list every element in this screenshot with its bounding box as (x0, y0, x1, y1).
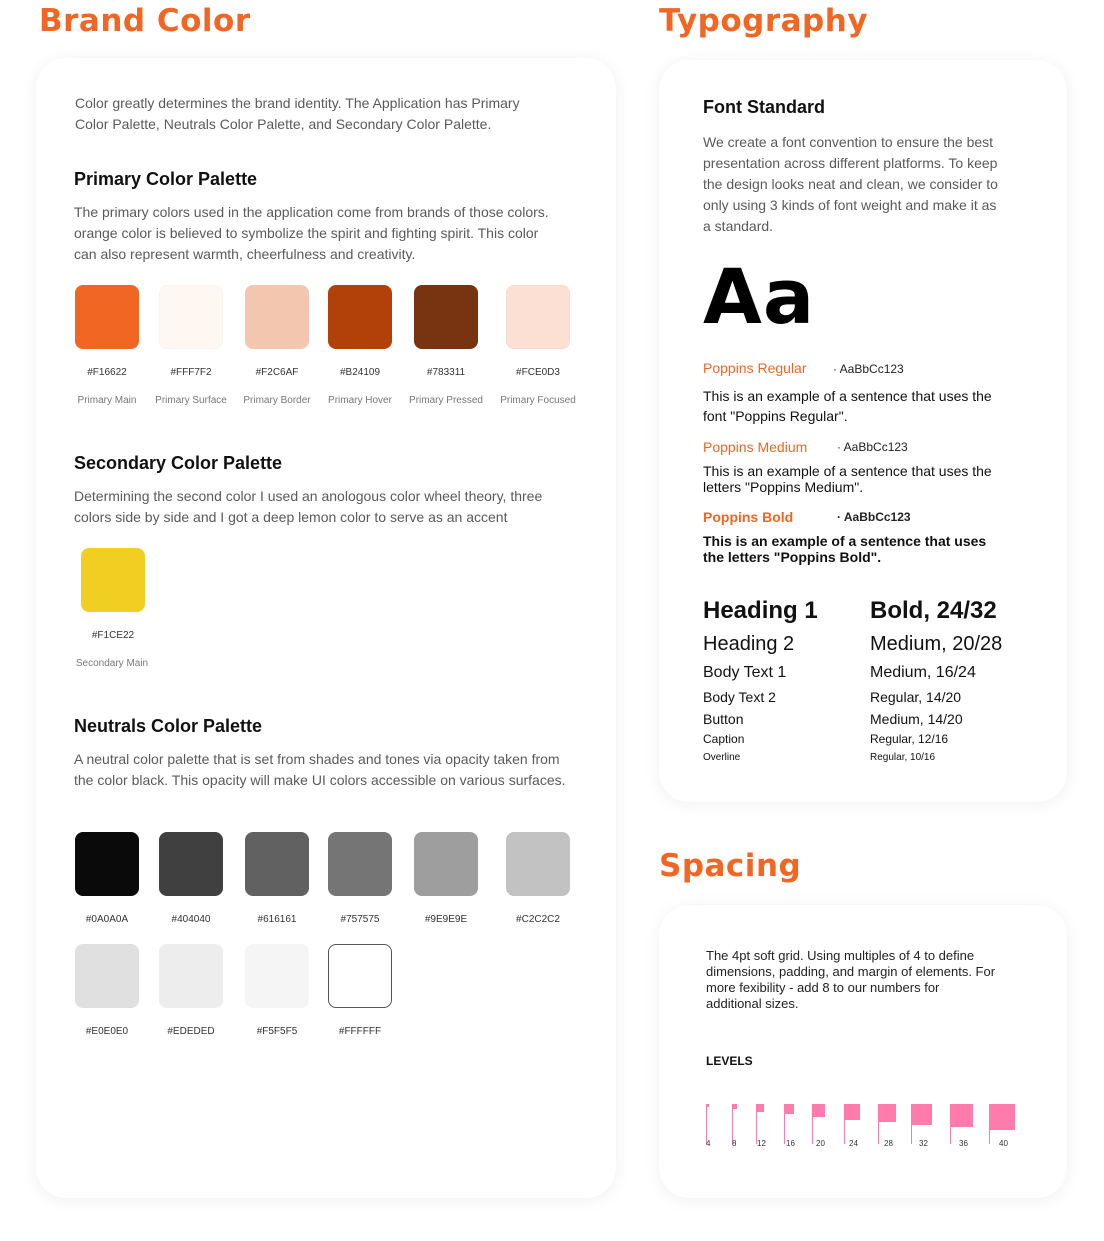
swatch-hex: #757575 (340, 914, 380, 925)
font-specimen: Aa (703, 252, 816, 341)
spacing-level-box (844, 1104, 860, 1120)
scale-button-spec: Medium, 14/20 (870, 711, 963, 727)
scale-body-2-label: Body Text 2 (703, 689, 776, 705)
color-swatch (414, 832, 478, 896)
color-swatch (245, 944, 309, 1008)
spacing-level-label: 40 (999, 1139, 1008, 1148)
scale-overline-label: Overline (703, 752, 741, 763)
spacing-level-box (911, 1104, 932, 1125)
spacing-level-label: 24 (849, 1139, 858, 1148)
font-regular-sentence: This is an example of a sentence that uses the font "Poppins Regular". (703, 388, 992, 424)
color-swatch (75, 944, 139, 1008)
font-medium-sentence: This is an example of a sentence that uses the letters "Poppins Medium". (703, 463, 992, 495)
swatch-hex: #0A0A0A (85, 914, 129, 925)
font-medium-name: Poppins Medium (703, 439, 808, 455)
color-swatch (414, 285, 478, 349)
spacing-level-line (706, 1104, 707, 1144)
spacing-level-label: 36 (959, 1139, 968, 1148)
swatch-hex: #FFF7F2 (170, 367, 212, 378)
color-swatch (81, 548, 145, 612)
spacing-level-label: 20 (816, 1139, 825, 1148)
font-regular-sample: · AaBbCc123 (833, 362, 904, 376)
swatch-hex: #EDEDED (167, 1026, 215, 1037)
typography-title: Typography (659, 3, 869, 39)
spacing-level-label: 8 (732, 1139, 737, 1148)
swatch-hex: #B24109 (339, 367, 381, 378)
swatch-hex: #C2C2C2 (516, 914, 560, 925)
primary-palette-desc: The primary colors used in the application come from brands of those colors. orange color is believed to symbolize the spirit and fighting spirit. This color can also represent warmth, cheerfulness and creativity. (74, 204, 549, 262)
brand-color-title: Brand Color (39, 3, 251, 39)
swatch-hex: #FCE0D3 (516, 367, 560, 378)
primary-palette-heading: Primary Color Palette (74, 169, 258, 189)
typography-card (659, 60, 1067, 802)
spacing-title: Spacing (659, 848, 802, 884)
spacing-level-box (812, 1104, 825, 1117)
swatch-hex: #783311 (426, 367, 466, 378)
color-swatch (506, 285, 570, 349)
spacing-level-box (878, 1104, 896, 1122)
swatch-hex: #F5F5F5 (256, 1026, 298, 1037)
spacing-level-box (784, 1104, 794, 1114)
color-swatch (159, 285, 223, 349)
spacing-level-box (989, 1104, 1015, 1130)
swatch-name: Primary Hover (328, 395, 392, 406)
secondary-palette-desc: Determining the second color I used an anologous color wheel theory, three colors side by side and I got a deep lemon color to serve as an accent (74, 488, 543, 525)
spacing-level-line (732, 1104, 733, 1144)
font-regular-name: Poppins Regular (703, 360, 807, 376)
spacing-level-label: 28 (884, 1139, 893, 1148)
color-swatch (159, 832, 223, 896)
font-medium-sample: · AaBbCc123 (837, 440, 908, 454)
swatch-hex: #404040 (171, 914, 211, 925)
swatch-hex: #9E9E9E (424, 914, 468, 925)
swatch-name: Primary Main (77, 395, 137, 406)
color-swatch (328, 944, 392, 1008)
scale-heading-1-label: Heading 1 (703, 597, 818, 624)
spacing-level-label: 32 (919, 1139, 928, 1148)
font-standard-heading: Font Standard (703, 97, 825, 117)
spacing-level-box (732, 1104, 737, 1109)
spacing-level-label: 12 (757, 1139, 766, 1148)
color-swatch (328, 285, 392, 349)
scale-caption-spec: Regular, 12/16 (870, 732, 949, 746)
spacing-level-box (706, 1104, 709, 1107)
swatch-hex: #616161 (257, 914, 297, 925)
swatch-name: Secondary Main (75, 658, 149, 669)
color-swatch (506, 832, 570, 896)
scale-overline-spec: Regular, 10/16 (870, 752, 936, 763)
swatch-hex: #F1CE22 (91, 630, 135, 641)
color-swatch (245, 832, 309, 896)
spacing-level-label: 4 (706, 1139, 711, 1148)
swatch-name: Primary Surface (155, 395, 227, 406)
swatch-name: Primary Focused (500, 395, 576, 406)
scale-body-2-spec: Regular, 14/20 (870, 689, 962, 705)
brand-color-card (36, 58, 616, 1198)
swatch-hex: #F2C6AF (255, 367, 299, 378)
color-swatch (245, 285, 309, 349)
font-bold-sample: · AaBbCc123 (837, 510, 911, 524)
swatch-name: Primary Pressed (409, 395, 483, 406)
color-swatch (159, 944, 223, 1008)
spacing-level-box (950, 1104, 973, 1127)
swatch-hex: #F16622 (87, 367, 127, 378)
scale-caption-label: Caption (703, 732, 745, 746)
swatch-name: Primary Border (243, 395, 311, 406)
swatch-hex: #E0E0E0 (85, 1026, 129, 1037)
secondary-palette-heading: Secondary Color Palette (74, 453, 283, 473)
neutrals-palette-desc: A neutral color palette that is set from shades and tones via opacity taken from the color black. This opacity will make UI colors accessible on various surfaces. (74, 751, 566, 788)
spacing-level-label: 16 (786, 1139, 795, 1148)
scale-heading-2-label: Heading 2 (703, 633, 795, 655)
font-standard-desc: We create a font convention to ensure the best presentation across different platforms. To keep the design looks neat and clean, we consider to only using 3 kinds of font weight and make it as a standard. (703, 134, 998, 234)
spacing-desc: The 4pt soft grid. Using multiples of 4 to define dimensions, padding, and margin of elements. For more fexibility - add 8 to our numbers for additional sizes. (706, 948, 996, 1011)
font-bold-sentence: This is an example of a sentence that uses the letters "Poppins Bold". (703, 533, 987, 565)
font-bold-name: Poppins Bold (703, 509, 794, 525)
neutrals-palette-heading: Neutrals Color Palette (74, 716, 263, 736)
color-swatch (328, 832, 392, 896)
scale-heading-1-spec: Bold, 24/32 (870, 597, 997, 624)
scale-body-1-label: Body Text 1 (703, 664, 787, 681)
scale-body-1-spec: Medium, 16/24 (870, 664, 976, 681)
color-swatch (75, 285, 139, 349)
levels-heading: LEVELS (706, 1054, 753, 1068)
scale-button-label: Button (703, 711, 744, 727)
brand-intro: Color greatly determines the brand identity. The Application has Primary Color Palette, Neutrals Color Palette, and Secondary Color Palette. (75, 95, 520, 132)
spacing-level-box (756, 1104, 764, 1112)
color-swatch (75, 832, 139, 896)
scale-heading-2-spec: Medium, 20/28 (870, 633, 1003, 655)
spacing-card (659, 905, 1067, 1198)
swatch-hex: #FFFFFF (338, 1026, 382, 1037)
